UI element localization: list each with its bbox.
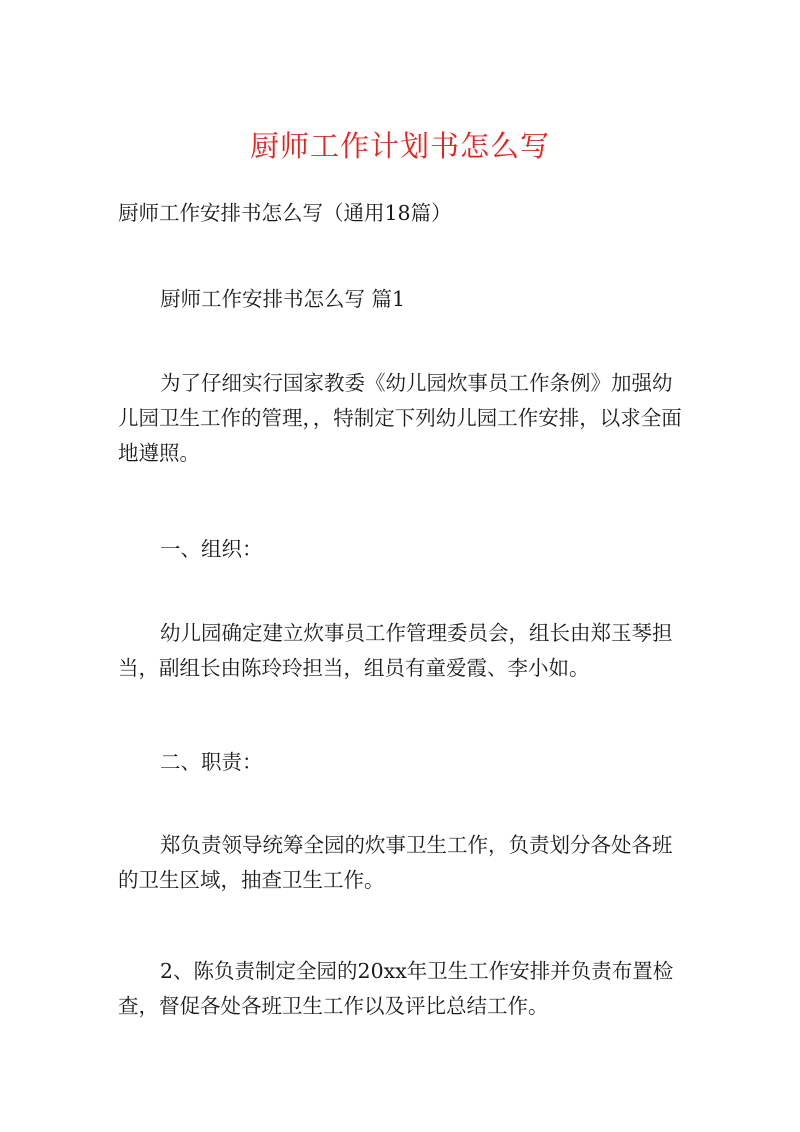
paragraph-duty-1: 郑负责领导统筹全园的炊事卫生工作，负责划分各处各班的卫生区域，抽查卫生工作。 [118,833,673,892]
paragraph-duties-heading: 二、职责： [160,750,263,774]
paragraph-organization: 幼儿园确定建立炊事员工作管理委员会，组长由郑玉琴担当，副组长由陈玲玲担当，组员有童爱霞、李小如。 [118,621,673,680]
paragraph-intro: 为了仔细实行国家教委《幼儿园炊事员工作条例》加强幼儿园卫生工作的管理，，特制定下列幼儿园工作安排，以求全面地遵照。 [118,371,682,465]
paragraph-organization-heading: 一、组织： [160,537,263,561]
section-heading: 厨师工作安排书怎么写 篇1 [160,287,406,311]
document-title: 厨师工作计划书怎么写 [249,129,550,163]
paragraph-duty-2: 2、陈负责制定全园的20xx年卫生工作安排并负责布置检查，督促各处各班卫生工作以及评比总结工作。 [118,959,674,1018]
document-subtitle: 厨师工作安排书怎么写（通用18篇） [118,201,452,225]
